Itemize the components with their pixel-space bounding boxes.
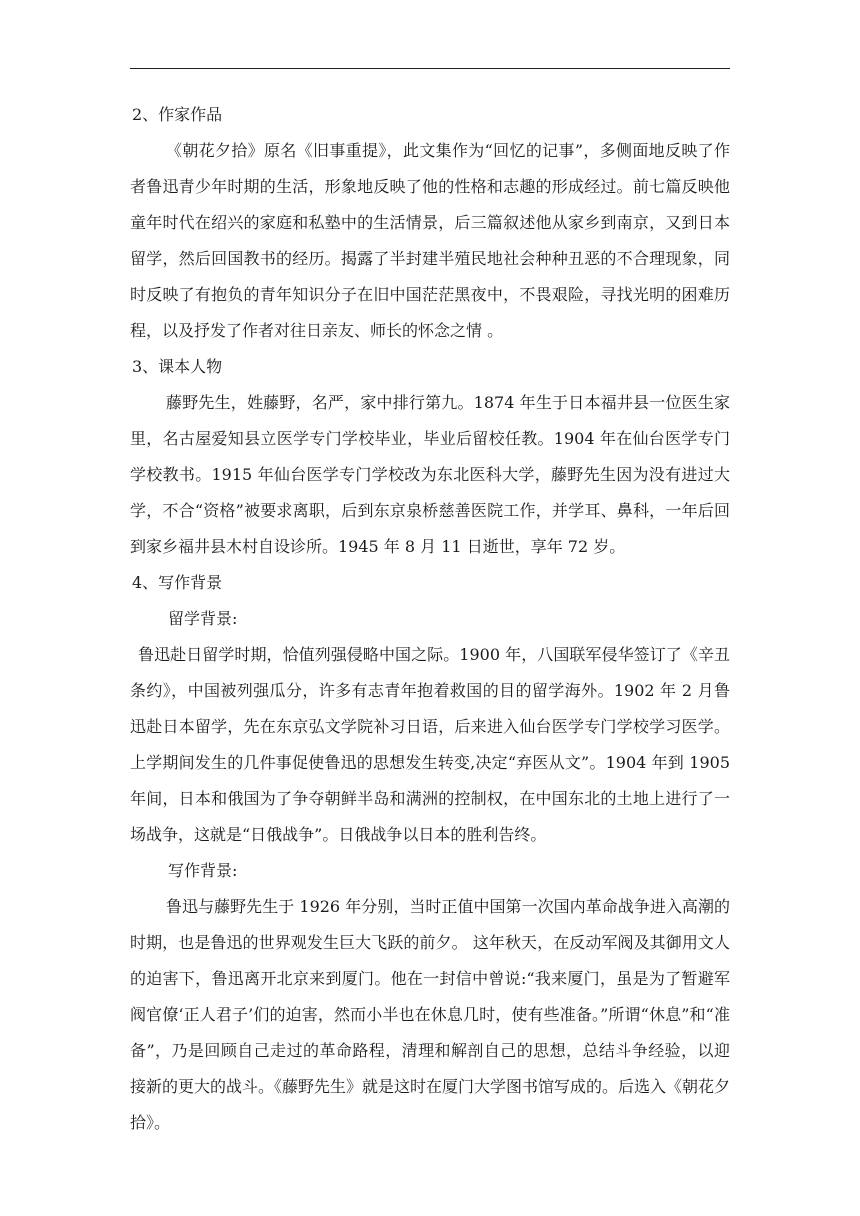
writing-background-paragraph: 鲁迅与藤野先生于 1926 年分别，当时正值中国第一次国内革命战争进入高潮的时期，也是鲁迅的世界观发生巨大飞跃的前夕。 这年秋天，在反动军阀及其御用文人的迫害下，鲁迅离开北京来到厦门。他在一封信中曾说:“我来厦门，虽是为了暂避军阀官僚‘正人君子’们的迫害，然而小半也在休息几时，使有些准备。”所谓“休息”和“准备”，乃是回顾自己走过的革命路程，清理和解剖自己的思想，总结斗争经验，以迎接新的更大的战斗。《藤野先生》就是这时在厦门大学图书馆写成的。后选入《朝花夕拾》。 <box>130 897 731 1132</box>
header-rule <box>130 68 730 69</box>
document-body <box>130 97 730 1141</box>
section-heading-works: 2、作家作品 <box>132 105 223 124</box>
writing-background-label: 写作背景: <box>168 861 238 880</box>
study-background-paragraph: 鲁迅赴日留学时期，恰值列强侵略中国之际。1900 年，八国联军侵华签订了《辛丑条约》，中国被列强瓜分，许多有志青年抱着救国的目的留学海外。1902 年 2 月鲁迅赴日本留学，先在东京弘文学院补习日语，后来进入仙台医学专门学校学习医学。上学期间发生的几件事促使鲁迅的思想发生转变,决定“弃医从文”。1904 年到 1905 年间，日本和俄国为了争夺朝鲜半岛和满洲的控制权，在中国东北的土地上进行了一场战争，这就是“日俄战争”。日俄战争以日本的胜利告终。 <box>130 645 730 844</box>
study-background-label: 留学背景: <box>168 609 238 628</box>
section-heading-characters: 3、课本人物 <box>132 357 223 376</box>
works-paragraph: 《朝花夕拾》原名《旧事重提》，此文集作为“回忆的记事”，多侧面地反映了作者鲁迅青少年时期的生活，形象地反映了他的性格和志趣的形成经过。前七篇反映他童年时代在绍兴的家庭和私塾中的生活情景，后三篇叙述他从家乡到南京，又到日本留学，然后回国教书的经历。揭露了半封建半殖民地社会种种丑恶的不合理现象，同时反映了有抱负的青年知识分子在旧中国茫茫黑夜中，不畏艰险，寻找光明的困难历程，以及抒发了作者对往日亲友、师长的怀念之情 。 <box>130 141 730 340</box>
characters-paragraph: 藤野先生，姓藤野，名严，家中排行第九。1874 年生于日本福井县一位医生家里，名古屋爱知县立医学专门学校毕业，毕业后留校任教。1904 年在仙台医学专门学校教书。1915 年仙台医学专门学校改为东北医科大学，藤野先生因为没有进过大学，不合“资格”被要求离职，后到东京泉桥慈善医院工作，并学耳、鼻科，一年后回到家乡福井县木村自设诊所。1945 年 8 月 11 日逝世，享年 72 岁。 <box>130 393 730 556</box>
section-heading-background: 4、写作背景 <box>132 573 223 592</box>
